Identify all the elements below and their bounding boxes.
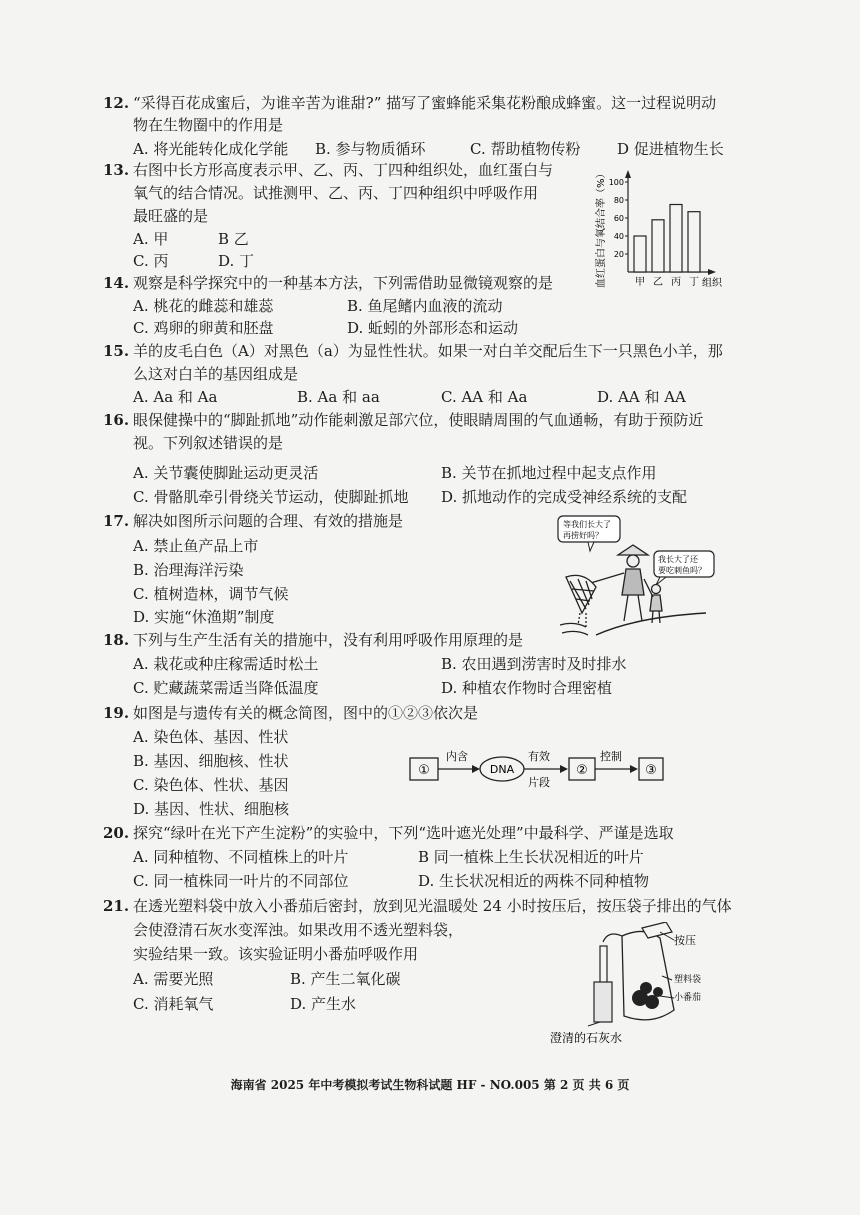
question-stem: 羊的皮毛白色（A）对黑色（a）为显性性状。如果一对白羊交配后生下一只黑色小羊，那	[133, 342, 723, 360]
bubble-text: 我长大了还	[658, 555, 698, 564]
option-a: A. 将光能转化成化学能	[133, 140, 289, 158]
option-a: A. 栽花或种庄稼需适时松土	[133, 655, 319, 673]
option-b: B. 基因、细胞核、性状	[133, 752, 289, 770]
concept-box-label: ③	[645, 763, 657, 778]
bar-1	[634, 236, 646, 272]
question-stem: 实验结果一致。该实验证明小番茄呼吸作用	[133, 945, 419, 963]
dna-label: DNA	[489, 763, 515, 776]
arrow-label: 有效	[528, 750, 550, 763]
question-stem: 探究“绿叶在光下产生淀粉”的实验中，下列“选叶遮光处理”中最科学、严谨是选取	[133, 824, 674, 842]
option-b: B. Aa 和 aa	[297, 388, 380, 406]
question-number: 13.	[103, 161, 130, 179]
y-tick-label: 40	[613, 232, 624, 241]
bar-3	[670, 205, 682, 273]
question-number: 19.	[103, 704, 130, 722]
question-stem: 在透光塑料袋中放入小番茄后密封，放到见光温暖处 24 小时按压后，按压袋子排出的气体	[133, 897, 732, 915]
question-stem: 氧气的结合情况。试推测甲、乙、丙、丁四种组织中呼吸作用	[133, 184, 539, 202]
option-c: C. 鸡卵的卵黄和胚盘	[133, 319, 274, 337]
x-category-label: 甲	[635, 277, 645, 288]
bubble-text: 再捞好吗？	[563, 531, 603, 540]
x-category-label: 乙	[653, 277, 663, 288]
option-b: B 同一植株上生长状况相近的叶片	[418, 848, 644, 866]
option-d: D. 抓地动作的完成受神经系统的支配	[441, 488, 688, 506]
question-stem: 眼保健操中的“脚趾抓地”动作能刺激足部穴位，使眼睛周围的气血通畅，有助于预防近	[133, 411, 704, 429]
option-a: A. 禁止鱼产品上市	[133, 537, 259, 555]
concept-box-label: ①	[418, 763, 430, 778]
question-number: 20.	[103, 824, 130, 842]
arrow-label: 内含	[446, 750, 468, 763]
option-d: D 促进植物生长	[617, 140, 724, 158]
option-d: D. 产生水	[290, 995, 357, 1013]
option-b: B 乙	[218, 230, 249, 248]
option-d: D. 种植农作物时合理密植	[441, 679, 613, 697]
option-a: A. 同种植物、不同植株上的叶片	[133, 848, 349, 866]
label-tomato: 小番茄	[674, 993, 702, 1003]
question-number: 17.	[103, 512, 130, 530]
bubble-text: 等我们长大了	[563, 520, 611, 529]
option-c: C. 骨骼肌牵引骨绕关节运动，使脚趾抓地	[133, 488, 409, 506]
arrow-label: 片段	[528, 776, 550, 789]
question-stem: 下列与生产生活有关的措施中，没有利用呼吸作用原理的是	[133, 631, 524, 649]
option-b: B. 产生二氧化碳	[290, 970, 401, 988]
x-category-label: 丙	[671, 277, 681, 288]
question-stem: 观察是科学探究中的一种基本方法，下列需借助显微镜观察的是	[133, 274, 554, 292]
genetics-concept-diagram	[406, 744, 666, 792]
x-category-label: 丁	[689, 277, 699, 288]
question-number: 18.	[103, 631, 130, 649]
option-c: C. 消耗氧气	[133, 995, 214, 1013]
question-stem: 如图是与遗传有关的概念简图，图中的①②③依次是	[133, 704, 479, 722]
question-stem: 右图中长方形高度表示甲、乙、丙、丁四种组织处，血红蛋白与	[133, 161, 554, 179]
option-a: A. Aa 和 Aa	[133, 388, 218, 406]
option-d: D. 蚯蚓的外部形态和运动	[347, 319, 519, 337]
question-number: 21.	[103, 897, 130, 915]
question-stem: 么这对白羊的基因组成是	[133, 365, 299, 383]
option-c: C. AA 和 Aa	[441, 388, 528, 406]
option-c: C. 帮助植物传粉	[470, 140, 581, 158]
option-c: C. 同一植株同一叶片的不同部位	[133, 872, 349, 890]
y-tick-label: 80	[613, 196, 624, 205]
option-b: B. 关节在抓地过程中起支点作用	[441, 464, 657, 482]
option-d: D. 生长状况相近的两株不同种植物	[418, 872, 650, 890]
option-b: B. 治理海洋污染	[133, 561, 244, 579]
option-d: D. 丁	[218, 252, 255, 270]
option-a: A. 甲	[133, 230, 169, 248]
question-stem: 物在生物圈中的作用是	[133, 116, 284, 134]
page-footer: 海南省 2025 年中考模拟考试生物科试题 HF - NO.005 第 2 页 共 6 页	[230, 1078, 630, 1092]
question-number: 15.	[103, 342, 130, 360]
option-b: B. 鱼尾鳍内血液的流动	[347, 297, 503, 315]
question-stem: 最旺盛的是	[133, 207, 209, 225]
option-d: D. 实施“休渔期”制度	[133, 608, 275, 626]
bar-4	[688, 212, 700, 272]
question-stem: “采得百花成蜜后，为谁辛苦为谁甜?” 描写了蜜蜂能采集花粉酿成蜂蜜。这一过程说明动	[133, 94, 717, 112]
bubble-text: 要吃刺鱼吗？	[658, 566, 706, 575]
x-axis-label: 组织	[702, 278, 722, 289]
option-d: D. AA 和 AA	[597, 388, 686, 406]
option-c: C. 染色体、性状、基因	[133, 776, 289, 794]
question-number: 16.	[103, 411, 130, 429]
label-bag: 塑料袋	[674, 975, 702, 985]
y-tick-label: 60	[613, 214, 624, 223]
y-tick-label: 100	[608, 178, 624, 187]
label-press: 按压	[674, 934, 696, 947]
option-c: C. 贮藏蔬菜需适当降低温度	[133, 679, 319, 697]
option-a: A. 桃花的雌蕊和雄蕊	[133, 297, 274, 315]
fishing-cartoon	[556, 513, 716, 643]
option-a: A. 染色体、基因、性状	[133, 728, 289, 746]
option-b: B. 参与物质循环	[315, 140, 426, 158]
tomato-bag-diagram	[548, 922, 708, 1052]
question-stem: 解决如图所示问题的合理、有效的措施是	[133, 512, 404, 530]
option-a: A. 关节囊使脚趾运动更灵活	[133, 464, 319, 482]
option-c: C. 丙	[133, 252, 169, 270]
label-limewater: 澄清的石灰水	[550, 1031, 623, 1045]
y-axis-label: 血红蛋白与氧结合率（%）	[596, 168, 607, 288]
concept-box-label: ②	[576, 763, 588, 778]
option-a: A. 需要光照	[133, 970, 214, 988]
y-tick-label: 20	[613, 250, 624, 259]
bar-chart	[588, 160, 738, 295]
arrow-label: 控制	[600, 750, 622, 763]
bar-2	[652, 220, 664, 272]
question-number: 12.	[103, 94, 130, 112]
question-stem: 会使澄清石灰水变浑浊。如果改用不透光塑料袋，	[133, 921, 464, 939]
option-c: C. 植树造林，调节气候	[133, 585, 289, 603]
option-d: D. 基因、性状、细胞核	[133, 800, 290, 818]
option-b: B. 农田遇到涝害时及时排水	[441, 655, 627, 673]
question-number: 14.	[103, 274, 130, 292]
question-stem: 视。下列叙述错误的是	[133, 434, 284, 452]
